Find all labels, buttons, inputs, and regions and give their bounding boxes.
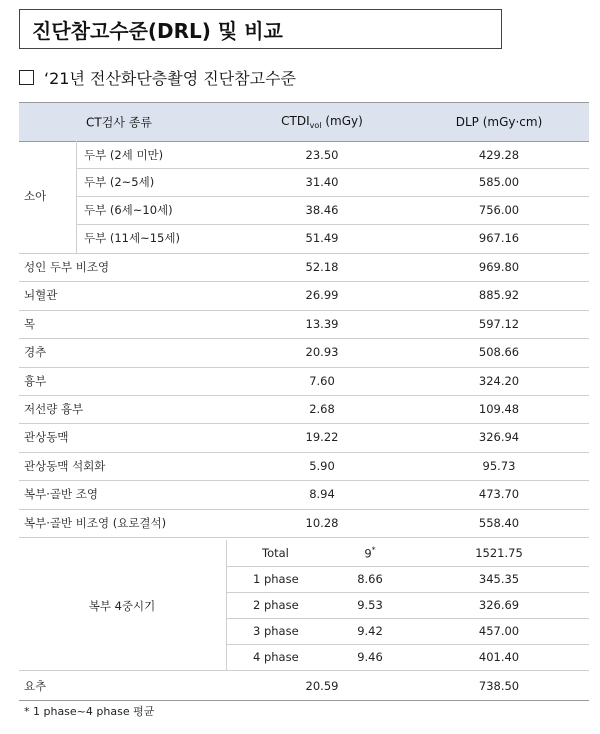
row-dlp-value: 756.00 [478,202,520,217]
section-heading [19,66,296,89]
row-ctdi-value: 52.18 [305,260,339,274]
row-divider [19,281,589,282]
document-title-box [19,9,502,49]
row-exam-name: 성인 두부 비조영 [24,260,110,274]
group-label-multiphase: 복부 4중시기 [88,599,156,613]
row-ctdi-value: 26.99 [305,288,339,303]
row-dlp-value: 967.16 [478,230,520,245]
multiphase-ctdi-value: 9.46 [357,650,383,664]
row-dlp-value: 109.48 [478,402,520,416]
row-dlp-value: 597.12 [478,316,520,331]
row-dlp-value: 95.73 [482,458,516,473]
row-ctdi-value: 31.40 [305,174,339,189]
row-exam-name: 두부 (11세~15세) [84,230,180,245]
row-divider [19,537,589,538]
row-ctdi-value: 23.50 [305,147,339,162]
header-exam-type: CT검사 종류 [86,115,152,130]
multiphase-ctdi-value: 8.66 [357,572,383,586]
multiphase-dlp-value: 457.00 [478,624,520,638]
row-ctdi-value: 38.46 [305,202,339,217]
row-ctdi-value: 10.28 [305,515,339,530]
row-exam-name: 저선량 흉부 [24,402,84,416]
row-exam-name: 관상동맥 [24,430,69,445]
row-dlp-value: 558.40 [478,515,520,530]
row-divider [19,480,589,481]
row-exam-name: 요추 [24,679,47,693]
header-ctdi: $CTDI_{vol}$ (mGy) [281,113,363,131]
row-dlp-value: 473.70 [478,487,520,502]
row-exam-name: 목 [24,316,36,331]
document-title: 진단참고수준(DRL) 및 비교 [32,19,283,43]
multiphase-dlp-value: 1521.75 [475,546,523,560]
row-divider [76,224,589,225]
row-divider [19,509,589,510]
row-dlp-value: 885.92 [478,288,520,303]
multiphase-phase-label: 4 phase [253,650,299,664]
row-dlp-value: 738.50 [478,679,520,693]
row-divider [226,592,589,593]
multiphase-phase-label: Total [262,546,289,560]
row-divider [19,670,589,671]
row-dlp-value: 508.66 [478,345,520,360]
row-divider [76,168,589,169]
row-exam-name: 흉부 [24,373,47,388]
multiphase-phase-label: 1 phase [253,572,299,586]
multiphase-ctdi-value: 9.42 [357,624,383,638]
row-dlp-value: 429.28 [478,147,520,162]
row-ctdi-value: 19.22 [305,430,339,445]
row-ctdi-value: 7.60 [309,373,335,388]
row-ctdi-value: 51.49 [305,230,339,245]
row-ctdi-value: 20.59 [305,679,339,693]
multiphase-dlp-value: 345.35 [478,572,520,586]
row-divider [19,452,589,453]
multiphase-ctdi-value: 9.53 [357,598,383,612]
row-exam-name: 경추 [24,345,47,360]
row-exam-name: 복부·골반 비조영 (요로결석) [24,515,167,530]
row-exam-name: 두부 (2세 미만) [84,147,164,162]
row-dlp-value: 326.94 [478,430,520,445]
row-ctdi-value: 2.68 [309,402,335,416]
checkbox-square-icon [19,70,34,85]
row-divider [19,338,589,339]
multiphase-group-divider [226,540,227,670]
row-dlp-value: 585.00 [478,174,520,189]
table-top-border [19,102,589,103]
row-divider [226,618,589,619]
row-exam-name: 뇌혈관 [24,288,58,303]
footnote: * 1 phase~4 phase 평균 [24,705,155,718]
row-divider [226,644,589,645]
row-divider [19,367,589,368]
row-dlp-value: 969.80 [478,260,520,274]
row-ctdi-value: 5.90 [309,458,335,473]
row-divider [19,395,589,396]
row-exam-name: 두부 (6세~10세) [84,202,173,217]
row-exam-name: 관상동맥 석회화 [24,458,106,473]
row-divider [19,423,589,424]
table-bottom-border [19,700,589,701]
row-exam-name: 복부·골반 조영 [24,487,98,502]
row-divider [19,310,589,311]
row-ctdi-value: 8.94 [309,487,335,502]
multiphase-ctdi-value: 9* [364,545,376,561]
row-dlp-value: 324.20 [478,373,520,388]
row-divider [76,196,589,197]
multiphase-phase-label: 3 phase [253,624,299,638]
pediatric-group-divider [76,141,77,253]
multiphase-dlp-value: 401.40 [478,650,520,664]
header-dlp: DLP (mGy·cm) [455,115,543,129]
header-bottom-border [19,141,589,142]
row-ctdi-value: 20.93 [305,345,339,360]
row-ctdi-value: 13.39 [305,316,339,331]
section-title: ‘21년 전산화단층촬영 진단참고수준 [44,69,297,88]
multiphase-phase-label: 2 phase [253,598,299,612]
row-divider [226,566,589,567]
row-divider [19,253,589,254]
multiphase-dlp-value: 326.69 [478,598,520,612]
group-label-pediatric: 소아 [24,189,47,203]
row-exam-name: 두부 (2~5세) [84,174,155,189]
